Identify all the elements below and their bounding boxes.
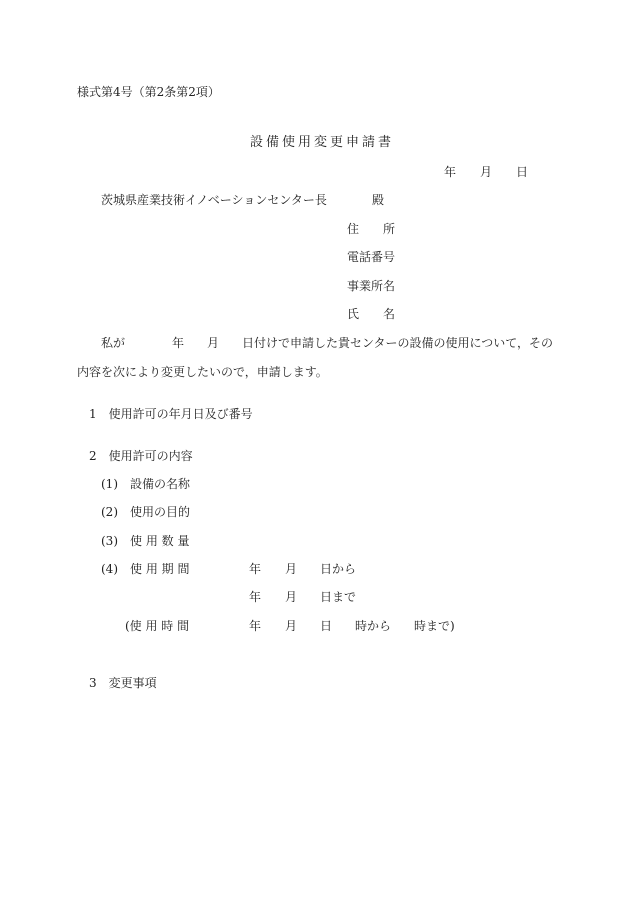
date-year: 年 <box>444 165 457 179</box>
usage-time-day: 日 <box>320 619 333 633</box>
addressee-honorific: 殿 <box>372 193 385 207</box>
body-start: 私が <box>101 336 126 350</box>
usage-time-year: 年 <box>249 619 262 633</box>
section-1: 1 使用許可の年月日及び番号 <box>89 407 253 421</box>
item-3: (3) 使 用 数 量 <box>101 534 190 548</box>
item-4: (4) 使 用 期 間 <box>101 562 190 576</box>
usage-time-to: 時まで) <box>414 619 455 633</box>
period-from-year: 年 <box>249 562 262 576</box>
item-1: (1) 設備の名称 <box>101 477 190 491</box>
date-month: 月 <box>480 165 493 179</box>
form-number: 様式第4号（第2条第2項） <box>77 85 220 99</box>
body-line2: 内容を次により変更したいので，申請します。 <box>77 365 328 379</box>
body-line1-end: 日付けで申請した貴センターの設備の使用について，その <box>242 336 554 350</box>
usage-time-label: (使 用 時 間 <box>125 619 190 633</box>
item-2: (2) 使用の目的 <box>101 505 190 519</box>
addressee-name: 茨城県産業技術イノベーションセンター長 <box>101 193 327 207</box>
phone-label: 電話番号 <box>347 250 396 264</box>
section-3: 3 変更事項 <box>89 676 157 690</box>
period-to-month: 月 <box>285 590 298 604</box>
document-title: 設備使用変更申請書 <box>250 135 395 150</box>
body-month: 月 <box>207 336 220 350</box>
name-label: 氏 名 <box>347 307 396 321</box>
business-label: 事業所名 <box>347 279 396 293</box>
section-2: 2 使用許可の内容 <box>89 449 193 463</box>
usage-time-month: 月 <box>285 619 298 633</box>
usage-time-from: 時から <box>355 619 392 633</box>
address-label: 住 所 <box>347 222 396 236</box>
period-to-day: 日まで <box>320 590 357 604</box>
period-to-year: 年 <box>249 590 262 604</box>
body-year: 年 <box>172 336 185 350</box>
period-from-day: 日から <box>320 562 357 576</box>
date-day: 日 <box>516 165 529 179</box>
period-from-month: 月 <box>285 562 298 576</box>
